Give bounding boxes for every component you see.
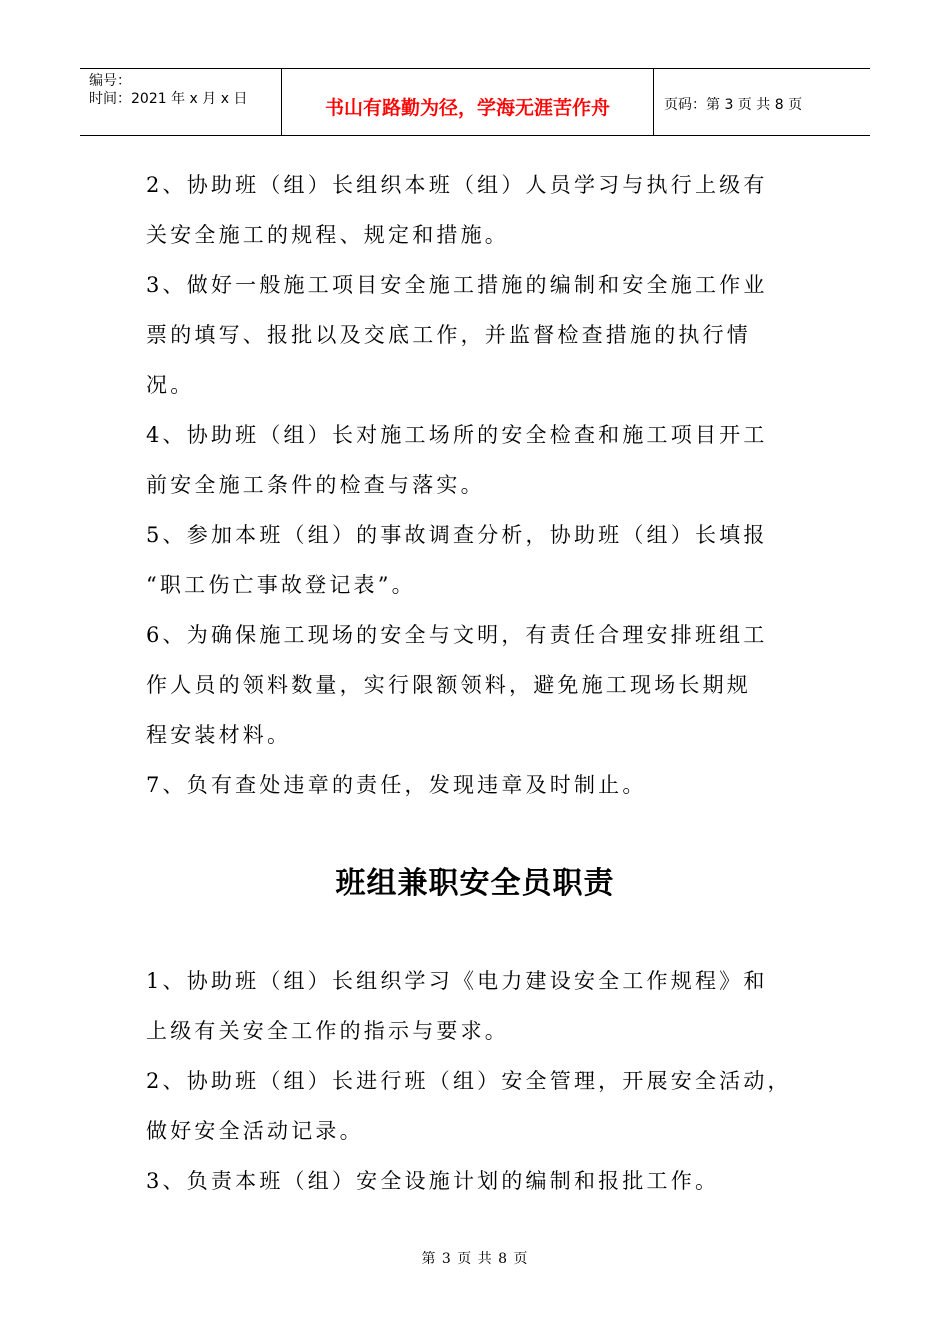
- section2-line: 3、负责本班（组）安全设施计划的编制和报批工作。: [146, 1169, 720, 1193]
- section1-line: 关安全施工的规程、规定和措施。: [146, 223, 509, 247]
- section1-line: “职工伤亡事故登记表”。: [146, 573, 416, 597]
- section2-line: 1、协助班（组）长组织学习《电力建设安全工作规程》和: [146, 969, 768, 993]
- number-label: 编号：: [89, 73, 131, 89]
- section-title: 班组兼职安全员职责: [335, 866, 615, 901]
- section1-line: 票的填写、报批以及交底工作，并监督检查措施的执行情: [146, 323, 751, 347]
- section1-line: 前安全施工条件的检查与落实。: [146, 473, 485, 497]
- page-info: 页码：第 3 页 共 8 页: [664, 97, 803, 113]
- section1-line: 7、负有查处违章的责任，发现违章及时制止。: [146, 773, 647, 797]
- section1-line: 6、为确保施工现场的安全与文明，有责任合理安排班组工: [146, 623, 768, 647]
- header-meta-cell: [80, 69, 282, 135]
- section1-line: 4、协助班（组）长对施工场所的安全检查和施工项目开工: [146, 423, 768, 447]
- section1-line: 况。: [146, 373, 195, 397]
- header-motto-cell: [282, 69, 654, 135]
- header-page-cell: [654, 69, 870, 135]
- section1-line: 3、做好一般施工项目安全施工措施的编制和安全施工作业: [146, 273, 768, 297]
- time-label: 时间：2021 年 x 月 x 日: [89, 91, 248, 107]
- section2-line: 上级有关安全工作的指示与要求。: [146, 1019, 509, 1043]
- header-table: [80, 68, 870, 136]
- section2-line: 2、协助班（组）长进行班（组）安全管理，开展安全活动，: [146, 1069, 792, 1093]
- section1-line: 2、协助班（组）长组织本班（组）人员学习与执行上级有: [146, 173, 768, 197]
- section1-line: 5、参加本班（组）的事故调查分析，协助班（组）长填报: [146, 523, 768, 547]
- section2-line: 做好安全活动记录。: [146, 1119, 364, 1143]
- motto-text: 书山有路勤为径，学海无涯苦作舟: [324, 96, 610, 119]
- section1-line: 作人员的领料数量，实行限额领料，避免施工现场长期规: [146, 673, 751, 697]
- page-footer: 第 3 页 共 8 页: [421, 1251, 529, 1267]
- section1-line: 程安装材料。: [146, 723, 292, 747]
